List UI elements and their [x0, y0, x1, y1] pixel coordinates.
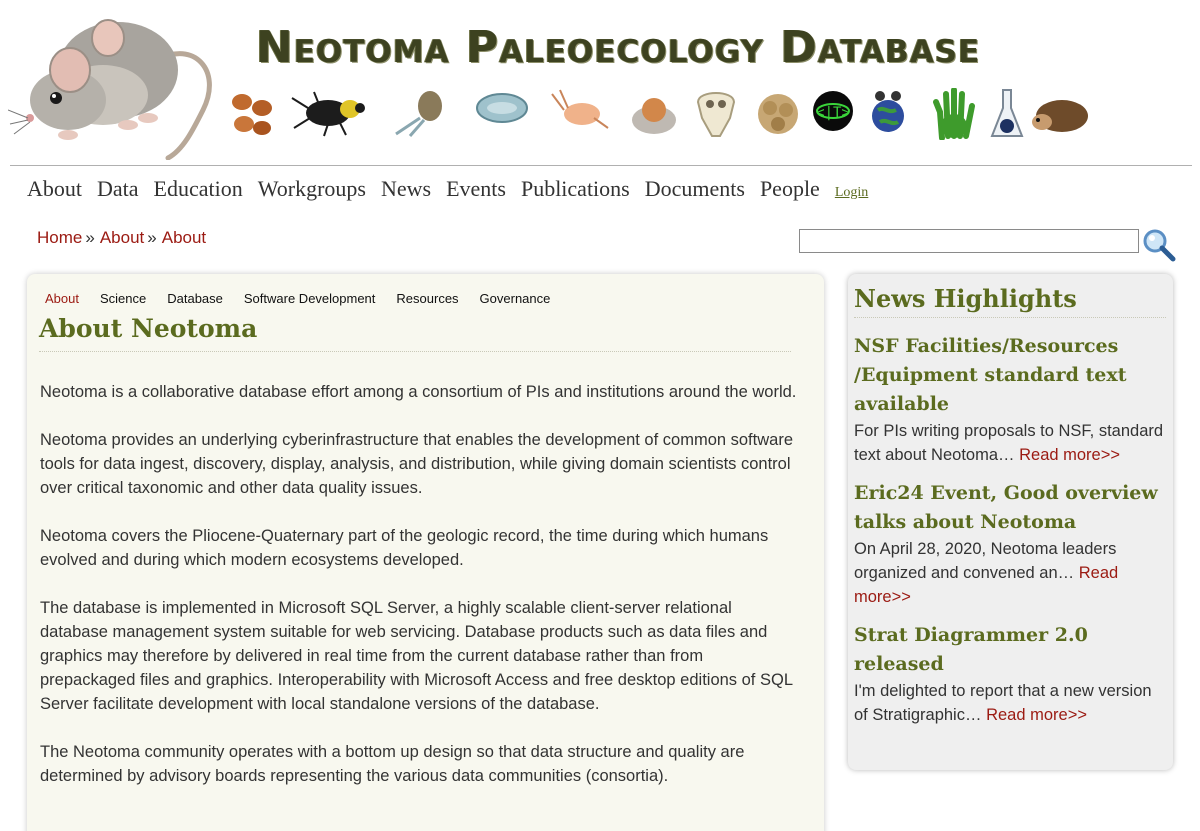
fossil-plant-icon — [752, 88, 804, 140]
svg-text:<|T>: <|T> — [816, 105, 850, 121]
globe-icon — [868, 88, 908, 138]
beetle-icon — [288, 88, 378, 138]
paragraph: Neotoma covers the Pliocene-Quaternary part of the geologic record, the time during which humans evolved and during which modern ecosystems developed. — [40, 527, 769, 569]
shrimp-icon — [550, 88, 612, 138]
news-item-summary — [854, 537, 1168, 609]
breadcrumb-home[interactable]: Home — [37, 228, 83, 247]
nav-item-about[interactable]: About — [27, 176, 82, 201]
news-item-summary-text: For PIs writing proposals to NSF, standard text about Neotoma… — [854, 422, 1164, 464]
nav-item-news[interactable]: News — [380, 176, 432, 201]
isotope-icon — [810, 88, 856, 134]
breadcrumb — [37, 228, 206, 248]
search-icon[interactable] — [1142, 228, 1176, 262]
news-item-title[interactable]: Eric24 Event, Good overview talks about Neotoma — [854, 482, 1158, 533]
subnav-tab-science[interactable]: Science — [99, 291, 147, 306]
main-nav — [27, 176, 868, 202]
news-item-title[interactable]: Strat Diagrammer 2.0 released — [854, 624, 1088, 675]
news-list — [854, 332, 1168, 739]
site-header — [0, 0, 1200, 166]
subnav-tab-governance[interactable]: Governance — [479, 291, 551, 306]
read-more-link[interactable]: Read more>> — [1019, 446, 1121, 464]
pollen-icon — [228, 88, 276, 138]
subnav-tab-resources[interactable]: Resources — [396, 291, 459, 306]
nav-item-people[interactable]: People — [759, 176, 820, 201]
subnav-tab-database[interactable]: Database — [167, 291, 223, 306]
skull-icon — [690, 88, 742, 140]
content-panel — [27, 274, 824, 831]
breadcrumb-separator: » — [147, 228, 157, 247]
login-link[interactable]: Login — [834, 185, 869, 200]
search-input[interactable] — [799, 229, 1139, 253]
mollusk-icon — [628, 88, 680, 138]
diatom-icon — [474, 88, 530, 128]
hedgehog-icon — [1030, 88, 1092, 138]
news-item-summary — [854, 419, 1168, 467]
news-item-title[interactable]: NSF Facilities/Resources /Equipment standard text available — [854, 335, 1127, 415]
paragraph: Neotoma is a collaborative database effort among a consortium of PIs and institutions around the world. — [40, 383, 797, 401]
news-item-summary — [854, 679, 1168, 727]
news-item — [854, 332, 1168, 467]
site-title: Neotoma Paleoecology Database — [256, 22, 981, 73]
ostracode-icon — [390, 88, 456, 138]
nav-item-education[interactable]: Education — [153, 176, 243, 201]
hand-icon — [932, 88, 978, 140]
read-more-link[interactable]: Read more>> — [986, 706, 1087, 724]
taxa-icon-strip — [222, 88, 1092, 144]
paragraph: Neotoma provides an underlying cyberinfrastructure that enables the development of common software tools for data ingest, discovery, display, analysis, and distribution, while giving domain scientists control over critical taxonomic and other data quality issues. — [40, 431, 793, 497]
breadcrumb-about[interactable]: About — [99, 228, 145, 247]
nav-item-publications[interactable]: Publications — [520, 176, 630, 201]
nav-item-workgroups[interactable]: Workgroups — [257, 176, 366, 201]
nav-item-events[interactable]: Events — [446, 176, 506, 201]
nav-item-documents[interactable]: Documents — [644, 176, 745, 201]
read-more-link[interactable]: Read more>> — [854, 564, 1119, 606]
flask-icon — [990, 88, 1024, 140]
body-text — [40, 380, 800, 812]
subnav-tab-software-development[interactable]: Software Development — [243, 291, 376, 306]
news-heading: News Highlights — [854, 284, 1166, 318]
breadcrumb-separator: » — [85, 228, 95, 247]
paragraph: The database is implemented in Microsoft SQL Server, a highly scalable client-server relational database management system suitable for web servicing. Database products such as data files and graphics may therefore by delivered in real time from the current database rather than from prepackaged files and graphics. Interoperability with Microsoft Access and free desktop editions of SQL Server facilitate development with local standalone versions of the database. — [40, 599, 793, 713]
subnav-tab-about[interactable]: About — [45, 291, 79, 306]
sub-nav — [45, 291, 571, 306]
page-title: About Neotoma — [39, 314, 791, 352]
paragraph: The Neotoma community operates with a bottom up design so that data structure and quality are determined by advisory boards representing the various data communities (consortia). — [40, 743, 745, 785]
nav-item-data[interactable]: Data — [97, 176, 139, 201]
news-highlights-panel — [848, 274, 1173, 770]
news-item-summary-text: On April 28, 2020, Neotoma leaders organized and convened an… — [854, 540, 1117, 582]
news-item — [854, 621, 1168, 727]
breadcrumb-about-current[interactable]: About — [161, 228, 207, 247]
news-item-summary-text: I'm delighted to report that a new version of Stratigraphic… — [854, 682, 1152, 724]
news-item — [854, 479, 1168, 609]
header-divider — [10, 165, 1192, 166]
neotoma-mouse-logo[interactable] — [8, 0, 218, 160]
